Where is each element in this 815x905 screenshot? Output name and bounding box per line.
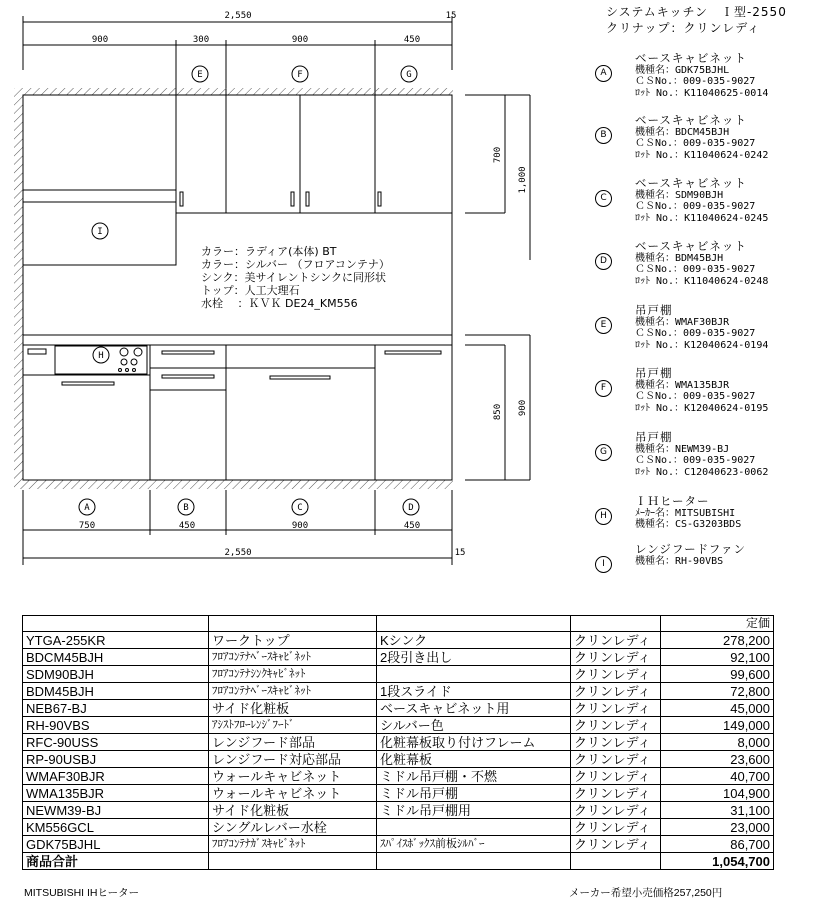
cell-desc: ﾌﾛｱｺﾝﾃﾅｶﾞｽｷｬﾋﾞﾈｯﾄ	[209, 836, 377, 853]
legend-line: 機種名：GDK75BJHL	[635, 64, 730, 76]
legend-line: 機種名：WMAF30BJR	[635, 316, 730, 328]
legend-name: ＩＨヒーター	[635, 494, 710, 508]
legend-marker: F	[595, 380, 612, 397]
cell-desc: サイド化粧板	[209, 802, 377, 819]
cell-desc: ﾌﾛｱｺﾝﾃﾅﾍﾞｰｽｷｬﾋﾞﾈｯﾄ	[209, 683, 377, 700]
legend-marker: G	[595, 444, 612, 461]
legend-name: 吊戸棚	[635, 366, 673, 380]
table-row	[23, 649, 774, 666]
legend-line: ﾒｰｶｰ名：MITSUBISHI	[635, 507, 736, 519]
legend-name: ベースキャビネット	[635, 239, 747, 253]
marker-g: G	[406, 70, 412, 80]
marker-i: I	[97, 227, 103, 237]
cell-code: SDM90BJH	[23, 666, 209, 683]
cell-spec: 化粧幕板	[377, 751, 571, 768]
legend-marker: E	[595, 317, 612, 334]
legend-name: レンジフードファン	[635, 542, 747, 556]
cell-price: 86,700	[661, 836, 774, 853]
cell-spec: シルバー色	[377, 717, 571, 734]
marker-h: H	[98, 351, 104, 361]
cell-desc: レンジフード部品	[209, 734, 377, 751]
cell-code: BDM45BJH	[23, 683, 209, 700]
cell-desc: ウォールキャビネット	[209, 785, 377, 802]
legend-marker: I	[595, 556, 612, 573]
legend-line: ＣＳNo.：009-035-9027	[635, 391, 756, 402]
cell-price: 8,000	[661, 734, 774, 751]
bottom-overall-dim: 2,550	[224, 548, 252, 558]
top-seg-dim: 900	[291, 35, 309, 45]
cell-maker: クリンレディ	[571, 751, 661, 768]
table-row	[23, 836, 774, 853]
legend-line: ﾛｯﾄ No.：K11040624-0248	[635, 275, 769, 287]
legend-name: ベースキャビネット	[635, 51, 747, 65]
bottom-seg-dim: 450	[178, 521, 196, 531]
cell-code: WMAF30BJR	[23, 768, 209, 785]
cell-price: 92,100	[661, 649, 774, 666]
cell-code: RH-90VBS	[23, 717, 209, 734]
cell-maker: クリンレディ	[571, 632, 661, 649]
legend-marker: C	[595, 190, 612, 207]
cell-desc: ｱｼｽﾄﾌﾛｰﾚﾝｼﾞﾌｰﾄﾞ	[209, 717, 377, 734]
legend-line: ﾛｯﾄ No.：K12040624-0194	[635, 339, 769, 351]
bottom-seg-dim: 900	[291, 521, 309, 531]
legend-name: 吊戸棚	[635, 430, 673, 444]
legend-line: 機種名：NEWM39-BJ	[635, 443, 730, 455]
legend-line: 機種名：WMA135BJR	[635, 379, 730, 391]
total-row	[23, 853, 774, 870]
legend-line: 機種名：BDM45BJH	[635, 252, 724, 264]
cell-maker: クリンレディ	[571, 683, 661, 700]
table-row	[23, 802, 774, 819]
cell-code: NEWM39-BJ	[23, 802, 209, 819]
cell-code: NEB67-BJ	[23, 700, 209, 717]
cell-desc: レンジフード対応部品	[209, 751, 377, 768]
legend-line: 機種名：SDM90BJH	[635, 189, 724, 201]
upper-total-height-dim: 1,000	[518, 166, 528, 194]
total-label: 商品合計	[23, 853, 209, 870]
cell-spec: 2段引き出し	[377, 649, 571, 666]
cell-price: 31,100	[661, 802, 774, 819]
top-seg-dim: 300	[192, 35, 210, 45]
cell-desc: ウォールキャビネット	[209, 768, 377, 785]
legend-line: ＣＳNo.：009-035-9027	[635, 201, 756, 212]
cell-price: 278,200	[661, 632, 774, 649]
cell-code: GDK75BJHL	[23, 836, 209, 853]
upper-cab-height-dim: 700	[493, 146, 503, 164]
bottom-seg-dim: 450	[403, 521, 421, 531]
cell-price: 40,700	[661, 768, 774, 785]
cell-maker: クリンレディ	[571, 666, 661, 683]
spec-line: 水栓 ：ＫＶＫ DE24_KM556	[201, 297, 358, 310]
legend-marker: B	[595, 127, 612, 144]
cell-desc: サイド化粧板	[209, 700, 377, 717]
cell-code: BDCM45BJH	[23, 649, 209, 666]
total-value: 1,054,700	[661, 853, 774, 870]
cell-maker: クリンレディ	[571, 819, 661, 836]
bottom-seg-dim: 750	[78, 521, 96, 531]
legend-name: ベースキャビネット	[635, 113, 747, 127]
marker-d: D	[408, 503, 414, 513]
marker-c: C	[297, 503, 303, 513]
table-row	[23, 717, 774, 734]
table-row	[23, 666, 774, 683]
cell-spec: ｽﾊﾟｲｽﾎﾞｯｸｽ前板ｼﾙﾊﾞｰ	[377, 836, 571, 853]
legend-line: ＣＳNo.：009-035-9027	[635, 264, 756, 275]
cell-desc: ワークトップ	[209, 632, 377, 649]
marker-f: F	[297, 70, 303, 80]
cell-maker: クリンレディ	[571, 734, 661, 751]
legend-title-line1: システムキッチン Ｉ型-2550	[606, 5, 787, 19]
table-row	[23, 785, 774, 802]
cell-maker: クリンレディ	[571, 802, 661, 819]
legend-marker: H	[595, 508, 612, 525]
cell-spec	[377, 666, 571, 683]
cell-spec: ミドル吊戸棚用	[377, 802, 571, 819]
spec-line: トップ：人工大理石	[201, 284, 300, 297]
top-overall-dim: 2,550	[224, 11, 252, 21]
legend-line: ＣＳNo.：009-035-9027	[635, 455, 756, 466]
bottom-end-dim: 15	[454, 548, 466, 558]
legend-marker: A	[595, 65, 612, 82]
footer-left-note: MITSUBISHI IHヒーター	[24, 887, 140, 899]
cell-maker: クリンレディ	[571, 836, 661, 853]
cell-code: RP-90USBJ	[23, 751, 209, 768]
cell-maker: クリンレディ	[571, 649, 661, 666]
legend-line: ﾛｯﾄ No.：K11040624-0242	[635, 149, 769, 161]
top-seg-dim: 900	[91, 35, 109, 45]
cell-spec: ベースキャビネット用	[377, 700, 571, 717]
marker-e: E	[197, 70, 203, 80]
cell-price: 104,900	[661, 785, 774, 802]
legend-line: ＣＳNo.：009-035-9027	[635, 328, 756, 339]
cell-maker: クリンレディ	[571, 768, 661, 785]
spec-line: カラー：ラディア(本体) BT	[201, 245, 337, 258]
cell-spec: ミドル吊戸棚・不燃	[377, 768, 571, 785]
table-header-row	[23, 616, 774, 632]
legend-name: 吊戸棚	[635, 303, 673, 317]
cell-code: YTGA-255KR	[23, 632, 209, 649]
table-row	[23, 632, 774, 649]
legend-line: ＣＳNo.：009-035-9027	[635, 138, 756, 149]
cell-desc: シングルレバー水栓	[209, 819, 377, 836]
cell-price: 72,800	[661, 683, 774, 700]
legend-name: ベースキャビネット	[635, 176, 747, 190]
legend-line: ﾛｯﾄ No.：C12040623-0062	[635, 466, 769, 478]
cell-spec: ミドル吊戸棚	[377, 785, 571, 802]
legend-line: 機種名：CS-G3203BDS	[635, 519, 742, 530]
legend-line: ﾛｯﾄ No.：K11040624-0245	[635, 212, 769, 224]
table-row	[23, 768, 774, 785]
spec-line: カラー：シルバー （フロアコンテナ）	[201, 258, 390, 271]
legend-line: ＣＳNo.：009-035-9027	[635, 76, 756, 87]
top-end-dim: 15	[445, 11, 457, 21]
cell-code: RFC-90USS	[23, 734, 209, 751]
table-row	[23, 751, 774, 768]
lower-total-height-dim: 900	[518, 399, 528, 417]
cell-spec: 化粧幕板取り付けフレーム	[377, 734, 571, 751]
cell-spec	[377, 819, 571, 836]
legend-title-line2: クリナップ：クリンレディ	[606, 21, 761, 35]
price-table	[22, 615, 774, 870]
legend-line: ﾛｯﾄ No.：K12040624-0195	[635, 402, 769, 414]
table-row	[23, 819, 774, 836]
cell-maker: クリンレディ	[571, 700, 661, 717]
top-seg-dim: 450	[403, 35, 421, 45]
footer-right-note: メーカー希望小売価格257,250円	[569, 887, 723, 899]
legend-line: 機種名：RH-90VBS	[635, 555, 724, 567]
marker-a: A	[84, 503, 90, 513]
cell-code: WMA135BJR	[23, 785, 209, 802]
marker-b: B	[183, 503, 189, 513]
legend-line: 機種名：BDCM45BJH	[635, 126, 730, 138]
cell-desc: ﾌﾛｱｺﾝﾃﾅﾍﾞｰｽｷｬﾋﾞﾈｯﾄ	[209, 649, 377, 666]
legend-marker: D	[595, 253, 612, 270]
counter-height-dim: 850	[493, 403, 503, 421]
cell-maker: クリンレディ	[571, 717, 661, 734]
cell-spec: 1段スライド	[377, 683, 571, 700]
cell-maker: クリンレディ	[571, 785, 661, 802]
cell-code: KM556GCL	[23, 819, 209, 836]
spec-line: シンク：美サイレントシンクに同形状	[201, 271, 386, 284]
legend-line: ﾛｯﾄ No.：K11040625-0014	[635, 87, 769, 99]
cell-spec: Kシンク	[377, 632, 571, 649]
table-row	[23, 700, 774, 717]
table-row	[23, 734, 774, 751]
cell-price: 99,600	[661, 666, 774, 683]
cell-price: 45,000	[661, 700, 774, 717]
kitchen-elevation-drawing	[0, 0, 590, 580]
table-row	[23, 683, 774, 700]
cell-price: 23,600	[661, 751, 774, 768]
cell-price: 149,000	[661, 717, 774, 734]
price-header: 定価	[661, 616, 774, 632]
cell-desc: ﾌﾛｱｺﾝﾃﾅｼﾝｸｷｬﾋﾞﾈｯﾄ	[209, 666, 377, 683]
legend-title	[606, 4, 787, 36]
cell-price: 23,000	[661, 819, 774, 836]
